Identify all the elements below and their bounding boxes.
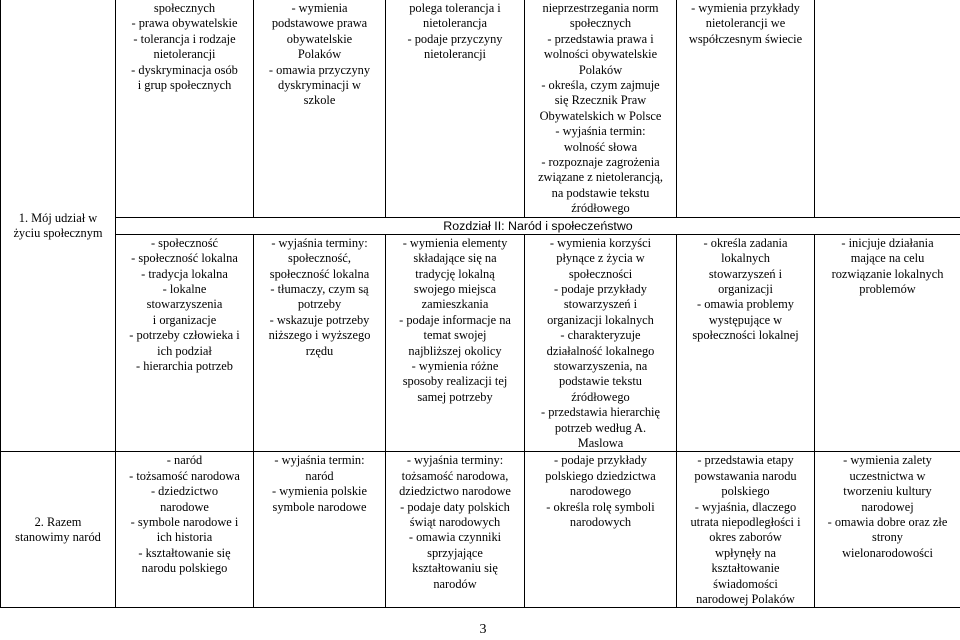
empty-cell (815, 0, 960, 217)
terms-cell: - wyjaśnia termin: naród - wymienia polskie symbole narodowe (254, 452, 386, 608)
table-row (1, 234, 960, 452)
topic-cell: - naród - tożsamość narodowa - dziedzictwo narodowe - symbole narodowe i ich historia - kształtowanie się narodu polskiego (116, 452, 254, 608)
section-heading-row (1, 217, 960, 234)
requirements-cell: - określa zadania lokalnych stowarzyszeń i organizacji - omawia problemy występujące w społeczności lokalnej (677, 234, 815, 452)
requirements-cell: - wymienia elementy składające się na tradycję lokalną swojego miejsca zamieszkania - podaje informacje na temat swojej najbliższej okolicy - wymienia różne sposoby realizacji tej samej potrzeby (386, 234, 525, 452)
terms-cell: - wymienia podstawowe prawa obywatelskie Polaków - omawia przyczyny dyskryminacji w szkole (254, 0, 386, 217)
requirements-cell: - podaje przykłady polskiego dziedzictwa narodowego - określa rolę symboli narodowych (525, 452, 677, 608)
table-row (1, 452, 960, 608)
topic-cell: społecznych - prawa obywatelskie - tolerancja i rodzaje nietolerancji - dyskryminacja osób i grup społecznych (116, 0, 254, 217)
topic-cell: - społeczność - społeczność lokalna - tradycja lokalna - lokalne stowarzyszenia i organizacje - potrzeby człowieka i ich podział - hierarchia potrzeb (116, 234, 254, 452)
section-heading: Rozdział II: Naród i społeczeństwo (116, 217, 960, 234)
requirements-cell: - wyjaśnia terminy: tożsamość narodowa, dziedzictwo narodowe - podaje daty polskich świąt narodowych - omawia czynniki sprzyjające kształtowaniu się narodów (386, 452, 525, 608)
unit-cell-razem-stanowimy-naród: 2. Razem stanowimy naród (1, 452, 116, 608)
requirements-cell: - wymienia korzyści płynące z życia w społeczności - podaje przykłady stowarzyszeń i organizacji lokalnych - charakteryzuje działalność lokalnego stowarzyszenia, na podstawie tekstu źródłowego - przedstawia hierarchię potrzeb według A. Maslowa (525, 234, 677, 452)
table-row (1, 0, 960, 217)
requirements-cell: polega tolerancja i nietolerancja - podaje przyczyny nietolerancji (386, 0, 525, 217)
requirements-cell: - przedstawia etapy powstawania narodu polskiego - wyjaśnia, dlaczego utrata niepodległości i okres zaborów wpłynęły na kształtowanie świadomości narodowej Polaków (677, 452, 815, 608)
page-number: 3 (479, 622, 487, 637)
requirements-cell: - inicjuje działania mające na celu rozwiązanie lokalnych problemów (815, 234, 960, 452)
terms-cell: - wyjaśnia terminy: społeczność, społeczność lokalna - tłumaczy, czym są potrzeby - wskazuje potrzeby niższego i wyższego rzędu (254, 234, 386, 452)
requirements-cell: nieprzestrzegania norm społecznych - przedstawia prawa i wolności obywatelskie Polaków - określa, czym zajmuje się Rzecznik Praw Obywatelskich w Polsce - wyjaśnia termin: wolność słowa - rozpoznaje zagrożenia związane z nietolerancją, na podstawie tekstu źródłowego (525, 0, 677, 217)
requirements-cell: - wymienia zalety uczestnictwa w tworzeniu kultury narodowej - omawia dobre oraz złe strony wielonarodowości (815, 452, 960, 608)
unit-cell-mój-udział: 1. Mój udział w życiu społecznym (1, 0, 116, 452)
requirements-cell: - wymienia przykłady nietolerancji we współczesnym świecie (677, 0, 815, 217)
